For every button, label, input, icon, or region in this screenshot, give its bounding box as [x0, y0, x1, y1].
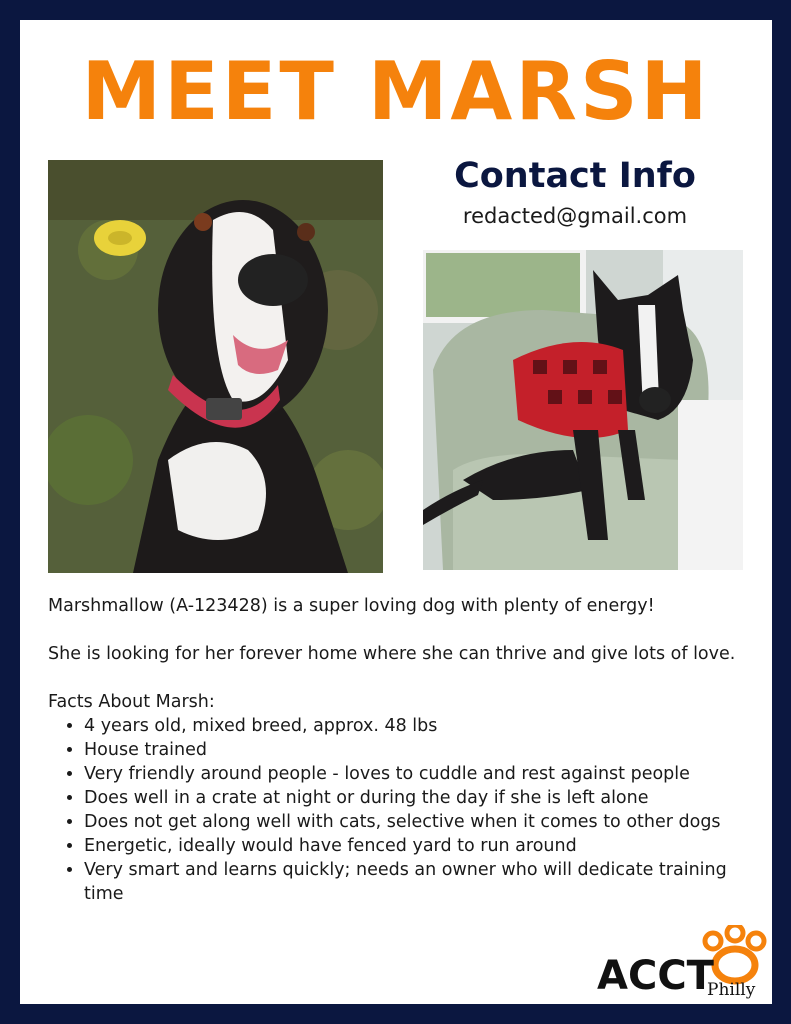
fact-item: • Very smart and learns quickly; needs an owner who will dedicate training time: [84, 858, 758, 906]
intro-paragraph: Marshmallow (A-123428) is a super loving dog with plenty of energy!: [48, 596, 655, 616]
logo-text: ACCT: [597, 953, 714, 999]
fact-item: • House trained: [84, 738, 758, 762]
acct-philly-logo: [595, 925, 770, 1000]
forever-home-paragraph: She is looking for her forever home where she can thrive and give lots of love.: [48, 644, 736, 664]
page-title: MEET MARSH: [81, 45, 711, 138]
fact-item: • 4 years old, mixed breed, approx. 48 lbs: [84, 714, 758, 738]
fact-item: • Energetic, ideally would have fenced yard to run around: [84, 834, 758, 858]
facts-list: [48, 714, 758, 906]
contact-email[interactable]: redacted@gmail.com: [462, 204, 688, 228]
fact-item: • Very friendly around people - loves to cuddle and rest against people: [84, 762, 758, 786]
fact-item: • Does not get along well with cats, selective when it comes to other dogs: [84, 810, 758, 834]
dog-photo-chair: [423, 250, 743, 570]
description-block: [48, 594, 758, 906]
flyer-page: [20, 20, 772, 1004]
logo-subtext: Philly: [707, 980, 756, 1000]
facts-heading: Facts About Marsh:: [48, 692, 215, 712]
fact-item: • Does well in a crate at night or during the day if she is left alone: [84, 786, 758, 810]
dog-photo-grass: [48, 160, 383, 573]
contact-heading: Contact Info: [454, 156, 696, 196]
